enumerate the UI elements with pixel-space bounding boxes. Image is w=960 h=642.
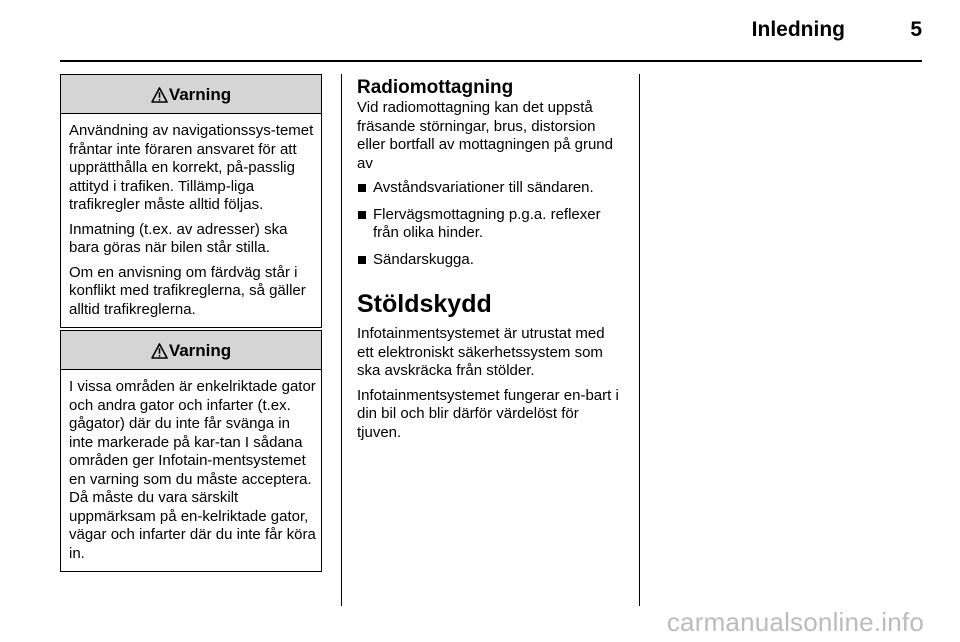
warning-paragraph: I vissa områden är enkelriktade gator och andra gator och infarter (t.ex. gågator) där du inte får svänga in inte markerade på kar-tan I sådana områden ger Infotain-mentsystemet en varning som du måste acceptera. Då måste du vara särskilt uppmärksam på en-kelriktade gator, vägar och infarter där du inte får köra in. — [69, 378, 316, 562]
warning-header — [61, 331, 321, 370]
warning-body — [61, 114, 321, 327]
radio-intro: Vid radiomottagning kan det uppstå fräsande störningar, brus, distorsion eller bortfall av mottagningen på grund av — [357, 99, 613, 172]
warning-title: Varning — [168, 341, 232, 360]
column-divider — [639, 74, 640, 606]
bullet-square-icon — [358, 256, 366, 264]
list-item-text: Avståndsvariationer till sändaren. — [373, 179, 594, 196]
header-rule — [60, 60, 922, 62]
bullet-square-icon — [358, 211, 366, 219]
radio-bullet-list — [357, 179, 625, 269]
warning-box-1 — [60, 74, 322, 328]
warning-triangle-icon — [151, 343, 168, 359]
list-item — [357, 251, 625, 270]
bullet-square-icon — [358, 184, 366, 192]
middle-column — [357, 77, 625, 448]
warning-box-2 — [60, 330, 322, 572]
watermark: carmanualsonline.info — [666, 607, 924, 637]
section-title-theft: Stöldskydd — [357, 290, 492, 318]
list-item-text: Sändarskugga. — [373, 250, 474, 268]
section-title-radio: Radiomottagning — [357, 77, 514, 98]
theft-paragraph: Infotainmentsystemet är utrustat med ett elektroniskt säkerhetssystem som ska avskräcka från stölder. — [357, 325, 605, 379]
theft-paragraph: Infotainmentsystemet fungerar en-bart i din bil och blir därför värdelöst för tjuven. — [357, 386, 619, 441]
warning-paragraph: Inmatning (t.ex. av adresser) ska bara göras när bilen står stilla. — [69, 220, 288, 256]
column-divider — [341, 74, 342, 606]
warning-body — [61, 370, 321, 571]
list-item — [357, 206, 625, 243]
page-number: 5 — [910, 18, 922, 41]
warning-paragraph: Om en anvisning om färdväg står i konflikt med trafikreglerna, så gäller alltid trafikreglerna. — [69, 263, 306, 318]
list-item — [357, 179, 625, 198]
warning-title: Varning — [168, 85, 232, 104]
page-header-title: Inledning — [751, 18, 845, 41]
list-item-text: Flervägsmottagning p.g.a. reflexer från olika hinder. — [373, 205, 601, 241]
warning-paragraph: Användning av navigationssys-temet fråntar inte föraren ansvaret för att upprätthålla en korrekt, på-passlig attityd i trafiken. Tillämp-liga trafikregler måste alltid följas. — [69, 122, 314, 213]
warning-header — [61, 75, 321, 114]
warning-triangle-icon — [151, 87, 168, 103]
